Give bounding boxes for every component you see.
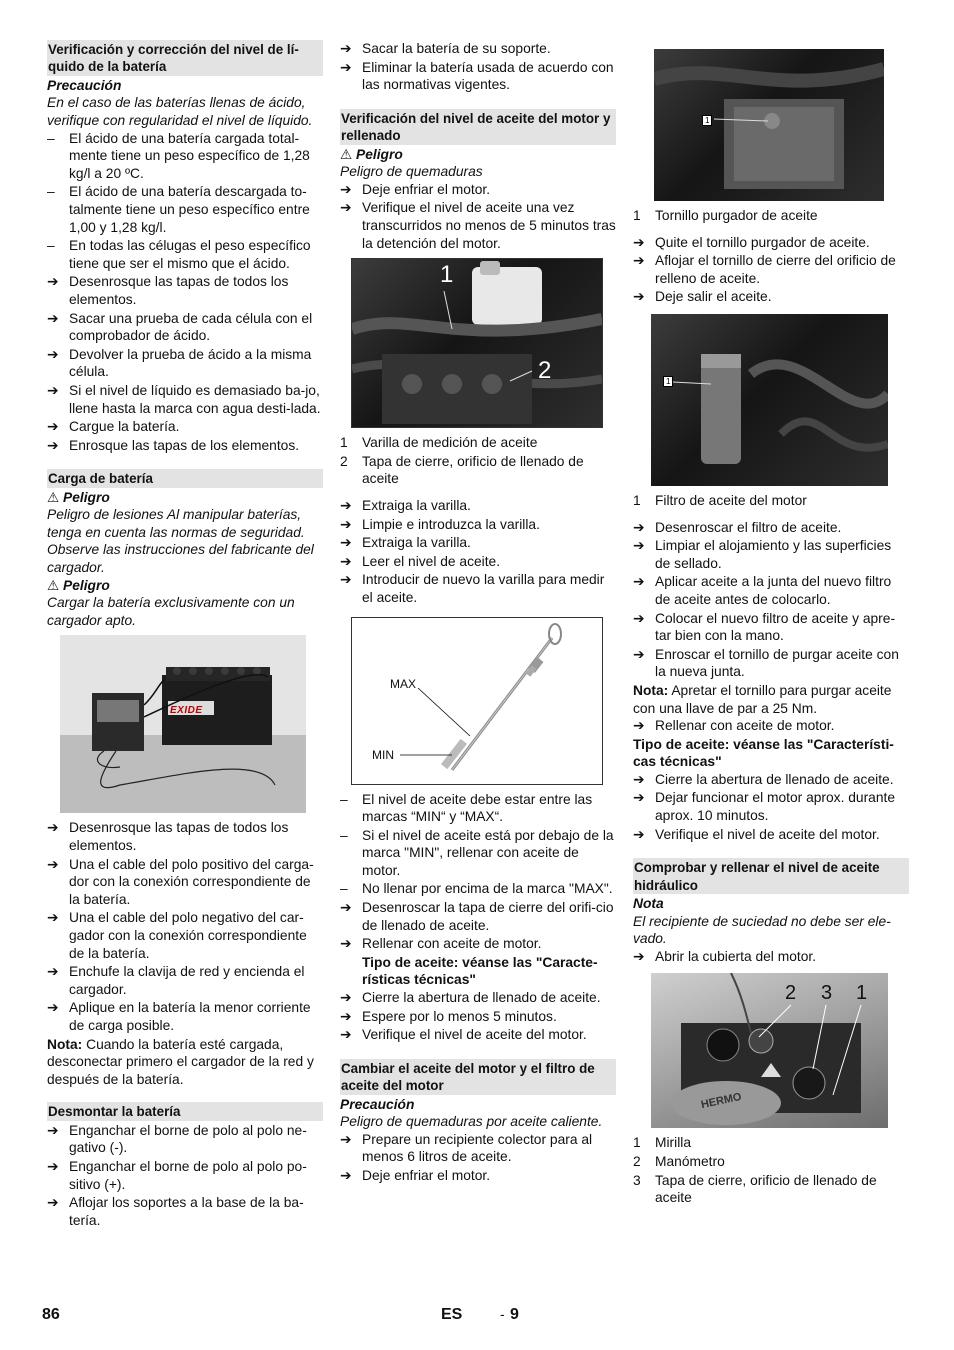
arrow-icon: ➔ <box>633 790 645 806</box>
column-middle <box>340 40 616 1186</box>
oil-type-note: Tipo de aceite: véanse las "Característi-cas técnicas" <box>633 736 894 770</box>
dipstick-diagram <box>351 617 603 785</box>
item-text: Desenroscar la tapa de cierre del orifi-cio de llenado de aceite. <box>362 900 614 933</box>
step-list <box>633 519 909 681</box>
arrow-icon: ➔ <box>633 538 645 554</box>
arrow-icon: ➔ <box>633 289 645 305</box>
arrow-icon: ➔ <box>47 910 59 926</box>
warning-icon: ⚠ <box>47 489 60 505</box>
dash-item <box>47 183 323 236</box>
step-list <box>340 989 616 1044</box>
step-list <box>340 497 616 607</box>
legend-item <box>633 1172 909 1207</box>
note-label: Nota <box>633 896 664 912</box>
caution-text: Peligro de quemaduras por aceite caliente. <box>340 1114 603 1130</box>
step-item <box>340 1131 616 1166</box>
dash-icon: – <box>47 238 55 254</box>
item-text: Limpiar el alojamiento y las superficies de sellado. <box>655 538 892 571</box>
step-item <box>340 571 616 606</box>
danger-label: ⚠ Peligro <box>47 489 110 505</box>
step-item <box>633 948 909 966</box>
item-text: Aplique en la batería la menor corriente de carga posible. <box>69 1000 311 1033</box>
step-item <box>47 856 323 909</box>
step-item <box>633 234 909 252</box>
item-text: Enganchar el borne de polo al polo po-sitivo (+). <box>69 1158 307 1192</box>
step-item <box>340 553 616 571</box>
arrow-icon: ➔ <box>47 346 59 362</box>
legend-item <box>633 492 909 510</box>
item-text: Eliminar la batería usada de acuerdo con las normativas vigentes. <box>362 59 614 93</box>
item-text: Si el nivel de líquido es demasiado ba-jo, llene hasta la marca con agua desti-lada. <box>69 382 321 416</box>
legend-number: 2 <box>633 1154 641 1170</box>
caution-label: Precaución <box>340 1096 415 1112</box>
figure-number-2: 2 <box>538 357 552 385</box>
step-item <box>47 418 323 436</box>
legend-number: 1 <box>633 492 641 508</box>
legend-text: Manómetro <box>655 1154 725 1170</box>
section-heading-oil-change: Cambiar el aceite del motor y el filtro de aceite del motor <box>340 1059 616 1095</box>
column-right <box>633 40 909 1208</box>
danger-label: ⚠ Peligro <box>47 577 110 593</box>
arrow-icon: ➔ <box>633 253 645 269</box>
step-item <box>47 963 323 998</box>
legend-item <box>633 1134 909 1152</box>
figure-legend <box>340 434 616 488</box>
item-text: Deje salir el aceite. <box>655 289 772 305</box>
item-text: El ácido de una batería cargada total-mente tiene un peso específico de 1,28 kg/l a 20 ºC. <box>69 130 310 181</box>
tank-brand-label: HERMO <box>700 1091 743 1112</box>
arrow-icon: ➔ <box>47 419 59 435</box>
arrow-icon: ➔ <box>633 718 645 734</box>
item-text: Prepare un recipiente colector para al menos 6 litros de aceite. <box>362 1131 593 1165</box>
arrow-icon: ➔ <box>47 964 59 980</box>
legend-number: 1 <box>633 1135 641 1151</box>
step-item <box>47 819 323 854</box>
warning-icon: ⚠ <box>47 577 60 593</box>
step-list <box>633 717 909 735</box>
step-item <box>47 273 323 308</box>
arrow-icon: ➔ <box>340 41 352 56</box>
oil-drain-screw-photo <box>654 49 884 201</box>
step-item <box>47 437 323 455</box>
figure-legend <box>633 492 909 510</box>
item-text: Abrir la cubierta del motor. <box>655 948 817 964</box>
step-item <box>633 537 909 572</box>
step-item <box>340 1026 616 1044</box>
step-item <box>340 935 616 953</box>
item-text: Enganchar el borne de polo al polo ne-gativo (-). <box>69 1122 307 1156</box>
step-item <box>340 1167 616 1185</box>
legend-item <box>340 434 616 452</box>
dash-item <box>47 237 323 272</box>
dash-icon: – <box>340 881 348 897</box>
section-heading-hydraulic-oil: Comprobar y rellenar el nivel de aceite hidráulico <box>633 858 909 894</box>
arrow-icon: ➔ <box>340 900 352 916</box>
arrow-icon: ➔ <box>340 936 352 952</box>
item-text: Cierre la abertura de llenado de aceite. <box>362 990 601 1006</box>
item-text: Desenrosque las tapas de todos los elementos. <box>69 820 289 854</box>
item-text: Aplicar aceite a la junta del nuevo filtro de aceite antes de colocarlo. <box>655 574 892 607</box>
item-text: Desenrosque las tapas de todos los elementos. <box>69 274 289 307</box>
item-text: Deje enfriar el motor. <box>362 181 491 197</box>
item-text: Sacar la batería de su soporte. <box>362 41 551 56</box>
danger-text: Peligro de lesiones Al manipular baterías, tenga en cuenta las normas de seguridad. Observe las instrucciones del fabricante del cargador. <box>47 507 314 576</box>
arrow-icon: ➔ <box>633 826 645 842</box>
step-item <box>340 516 616 534</box>
step-item <box>340 40 616 58</box>
step-item <box>340 989 616 1007</box>
danger-text: Cargar la batería exclusivamente con un cargador apto. <box>47 595 295 628</box>
arrow-icon: ➔ <box>47 310 59 326</box>
note-text: El recipiente de suciedad no debe ser ele-vado. <box>633 913 891 947</box>
step-item <box>340 497 616 515</box>
page-number: 86 <box>42 1306 60 1323</box>
arrow-icon: ➔ <box>633 948 645 964</box>
arrow-icon: ➔ <box>340 535 352 551</box>
legend-item <box>340 453 616 488</box>
step-item <box>340 534 616 552</box>
arrow-icon: ➔ <box>47 1195 59 1211</box>
step-item <box>633 610 909 645</box>
step-item <box>47 1194 323 1229</box>
figure-legend <box>633 207 909 225</box>
item-text: Extraiga la varilla. <box>362 497 471 513</box>
step-item <box>47 346 323 381</box>
item-text: Si el nivel de aceite está por debajo de la marca "MIN", rellenar con aceite de motor. <box>362 827 614 878</box>
item-text: Enchufe la clavija de red y encienda el cargador. <box>69 964 305 997</box>
item-text: Una el cable del polo negativo del car-gador con la conexión correspondiente de la batería. <box>69 910 307 961</box>
legend-item <box>633 1153 909 1171</box>
dash-list <box>47 130 323 273</box>
item-text: Aflojar los soportes a la base de la ba-tería. <box>69 1195 304 1228</box>
step-list <box>340 40 616 94</box>
legend-text: Varilla de medición de aceite <box>362 435 538 451</box>
arrow-icon: ➔ <box>340 200 352 216</box>
dash-item <box>340 827 616 880</box>
arrow-icon: ➔ <box>340 497 352 513</box>
dash-item <box>340 880 616 898</box>
min-mark-label: MIN <box>372 747 394 762</box>
arrow-icon: ➔ <box>47 856 59 872</box>
arrow-icon: ➔ <box>47 382 59 398</box>
step-list <box>340 1131 616 1185</box>
section-heading-battery-level: Verificación y corrección del nivel de lí-quido de la batería <box>47 40 323 76</box>
step-item <box>633 252 909 287</box>
step-item <box>633 717 909 735</box>
step-item <box>633 288 909 306</box>
item-text: El nivel de aceite debe estar entre las marcas “MIN“ y “MAX“. <box>362 791 593 825</box>
hydraulic-tank-photo <box>651 973 888 1128</box>
step-item <box>340 59 616 94</box>
arrow-icon: ➔ <box>47 820 59 836</box>
arrow-icon: ➔ <box>633 646 645 662</box>
step-item <box>340 199 616 252</box>
arrow-icon: ➔ <box>340 990 352 1006</box>
legend-text: Tornillo purgador de aceite <box>655 208 818 223</box>
arrow-icon: ➔ <box>340 59 352 75</box>
item-text: Verifique el nivel de aceite del motor. <box>655 826 880 842</box>
item-text: Aflojar el tornillo de cierre del orificio de relleno de aceite. <box>655 253 896 286</box>
step-item <box>633 771 909 789</box>
section-heading-battery-charging: Carga de batería <box>47 469 323 487</box>
item-text: Extraiga la varilla. <box>362 535 471 551</box>
note-paragraph: Nota: Cuando la batería esté cargada, desconectar primero el cargador de la red y después de la batería. <box>47 1036 314 1087</box>
figure-legend <box>633 1134 909 1206</box>
item-text: Quite el tornillo purgador de aceite. <box>655 234 870 250</box>
item-text: Devolver la prueba de ácido a la misma célula. <box>69 346 312 380</box>
arrow-icon: ➔ <box>47 437 59 453</box>
step-item <box>47 909 323 962</box>
arrow-icon: ➔ <box>340 1131 352 1147</box>
step-list <box>47 1122 323 1230</box>
step-list <box>47 273 323 454</box>
item-text: Desenroscar el filtro de aceite. <box>655 519 842 535</box>
legend-text: Tapa de cierre, orificio de llenado de aceite <box>655 1172 877 1206</box>
legend-number: 1 <box>340 435 348 451</box>
arrow-icon: ➔ <box>47 1158 59 1174</box>
figure-number-3: 3 <box>821 982 833 1005</box>
language-code: ES <box>441 1306 463 1323</box>
caution-label: Precaución <box>47 77 122 93</box>
figure-number-1: 1 <box>440 261 454 289</box>
legend-item <box>633 207 909 225</box>
item-text: Limpie e introduzca la varilla. <box>362 516 540 532</box>
dash-item <box>47 130 323 183</box>
note-paragraph: Nota: Apretar el tornillo para purgar aceite con una llave de par a 25 Nm. <box>633 682 892 716</box>
dash-list <box>340 791 616 899</box>
arrow-icon: ➔ <box>633 610 645 626</box>
section-heading-battery-removal: Desmontar la batería <box>47 1102 323 1120</box>
arrow-icon: ➔ <box>47 1000 59 1016</box>
item-text: Rellenar con aceite de motor. <box>655 718 835 734</box>
legend-number: 2 <box>340 453 348 469</box>
step-item <box>47 310 323 345</box>
item-text: Introducir de nuevo la varilla para medir el aceite. <box>362 572 605 605</box>
dash-item <box>340 791 616 826</box>
dash-icon: – <box>47 130 55 146</box>
engine-dipstick-photo <box>351 258 603 428</box>
step-item <box>633 573 909 608</box>
battery-brand-label: EXIDE <box>170 705 203 717</box>
figure-tag-1: 1 <box>702 115 712 126</box>
legend-text: Mirilla <box>655 1135 692 1151</box>
step-list <box>340 899 616 953</box>
battery-charger-photo <box>60 635 306 813</box>
arrow-icon: ➔ <box>340 181 352 197</box>
legend-number: 3 <box>633 1172 641 1188</box>
oil-type-note: Tipo de aceite: véanse las "Caracte-rísticas técnicas" <box>362 954 598 988</box>
item-text: Espere por lo menos 5 minutos. <box>362 1008 557 1024</box>
item-text: Verifique el nivel de aceite una vez transcurridos no menos de 5 minutos tras la detención del motor. <box>362 200 616 251</box>
step-list <box>633 948 909 966</box>
item-text: Verifique el nivel de aceite del motor. <box>362 1027 587 1043</box>
arrow-icon: ➔ <box>633 519 645 535</box>
max-mark-label: MAX <box>390 676 417 691</box>
figure-number-2: 2 <box>785 982 797 1005</box>
item-text: Cargue la batería. <box>69 419 180 435</box>
arrow-icon: ➔ <box>340 1027 352 1043</box>
step-item <box>633 519 909 537</box>
item-text: Leer el nivel de aceite. <box>362 553 501 569</box>
warning-icon: ⚠ <box>340 146 353 162</box>
item-text: No llenar por encima de la marca "MAX". <box>362 881 613 897</box>
step-item <box>47 999 323 1034</box>
step-item <box>340 899 616 934</box>
item-text: Cierre la abertura de llenado de aceite. <box>655 771 894 787</box>
page-separator: - <box>500 1306 505 1322</box>
dash-icon: – <box>340 827 348 843</box>
danger-label: ⚠ Peligro <box>340 146 403 162</box>
item-text: El ácido de una batería descargada to-talmente tiene un peso específico entre 1,00 y 1,28 kg/l. <box>69 184 310 235</box>
column-left <box>47 40 323 1230</box>
arrow-icon: ➔ <box>340 1168 352 1183</box>
item-text: Una el cable del polo positivo del carga-dor con la conexión correspondiente de la batería. <box>69 856 314 907</box>
step-item <box>340 181 616 199</box>
arrow-icon: ➔ <box>47 274 59 290</box>
arrow-icon: ➔ <box>340 553 352 569</box>
legend-text: Filtro de aceite del motor <box>655 492 807 508</box>
arrow-icon: ➔ <box>633 771 645 787</box>
step-item <box>340 1008 616 1026</box>
arrow-icon: ➔ <box>47 1122 59 1138</box>
oil-filter-photo <box>651 314 888 486</box>
arrow-icon: ➔ <box>340 572 352 588</box>
item-text: Deje enfriar el motor. <box>362 1168 491 1183</box>
step-list <box>633 771 909 843</box>
item-text: Sacar una prueba de cada célula con el comprobador de ácido. <box>69 310 313 344</box>
step-item <box>633 646 909 681</box>
arrow-icon: ➔ <box>633 574 645 590</box>
legend-text: Tapa de cierre, orificio de llenado de aceite <box>362 453 584 487</box>
item-text: Dejar funcionar el motor aprox. durante aprox. 10 minutos. <box>655 790 896 824</box>
section-heading-oil-level: Verificación del nivel de aceite del motor y rellenado <box>340 109 616 145</box>
step-list <box>47 819 323 1034</box>
step-item <box>47 382 323 417</box>
step-item <box>47 1122 323 1157</box>
step-item <box>633 826 909 844</box>
dash-icon: – <box>47 184 55 200</box>
arrow-icon: ➔ <box>633 234 645 250</box>
section-page-number: 9 <box>510 1306 519 1323</box>
item-text: Enrosque las tapas de los elementos. <box>69 437 300 453</box>
legend-number: 1 <box>633 208 641 223</box>
arrow-icon: ➔ <box>340 1008 352 1024</box>
dash-icon: – <box>340 791 348 807</box>
item-text: En todas las célugas el peso específico tiene que ser el mismo que el ácido. <box>69 238 311 271</box>
item-text: Rellenar con aceite de motor. <box>362 936 542 952</box>
step-list <box>633 234 909 306</box>
step-item <box>633 789 909 824</box>
arrow-icon: ➔ <box>340 516 352 532</box>
figure-number-1: 1 <box>856 982 868 1005</box>
item-text: Colocar el nuevo filtro de aceite y apre-tar bien con la mano. <box>655 610 896 644</box>
step-item <box>47 1158 323 1193</box>
danger-text: Peligro de quemaduras <box>340 164 483 180</box>
caution-text: En el caso de las baterías llenas de ácido, verifique con regularidad el nivel de líquido. <box>47 95 313 128</box>
item-text: Enroscar el tornillo de purgar aceite con la nueva junta. <box>655 646 899 680</box>
figure-tag-1: 1 <box>663 376 673 387</box>
step-list <box>340 181 616 252</box>
